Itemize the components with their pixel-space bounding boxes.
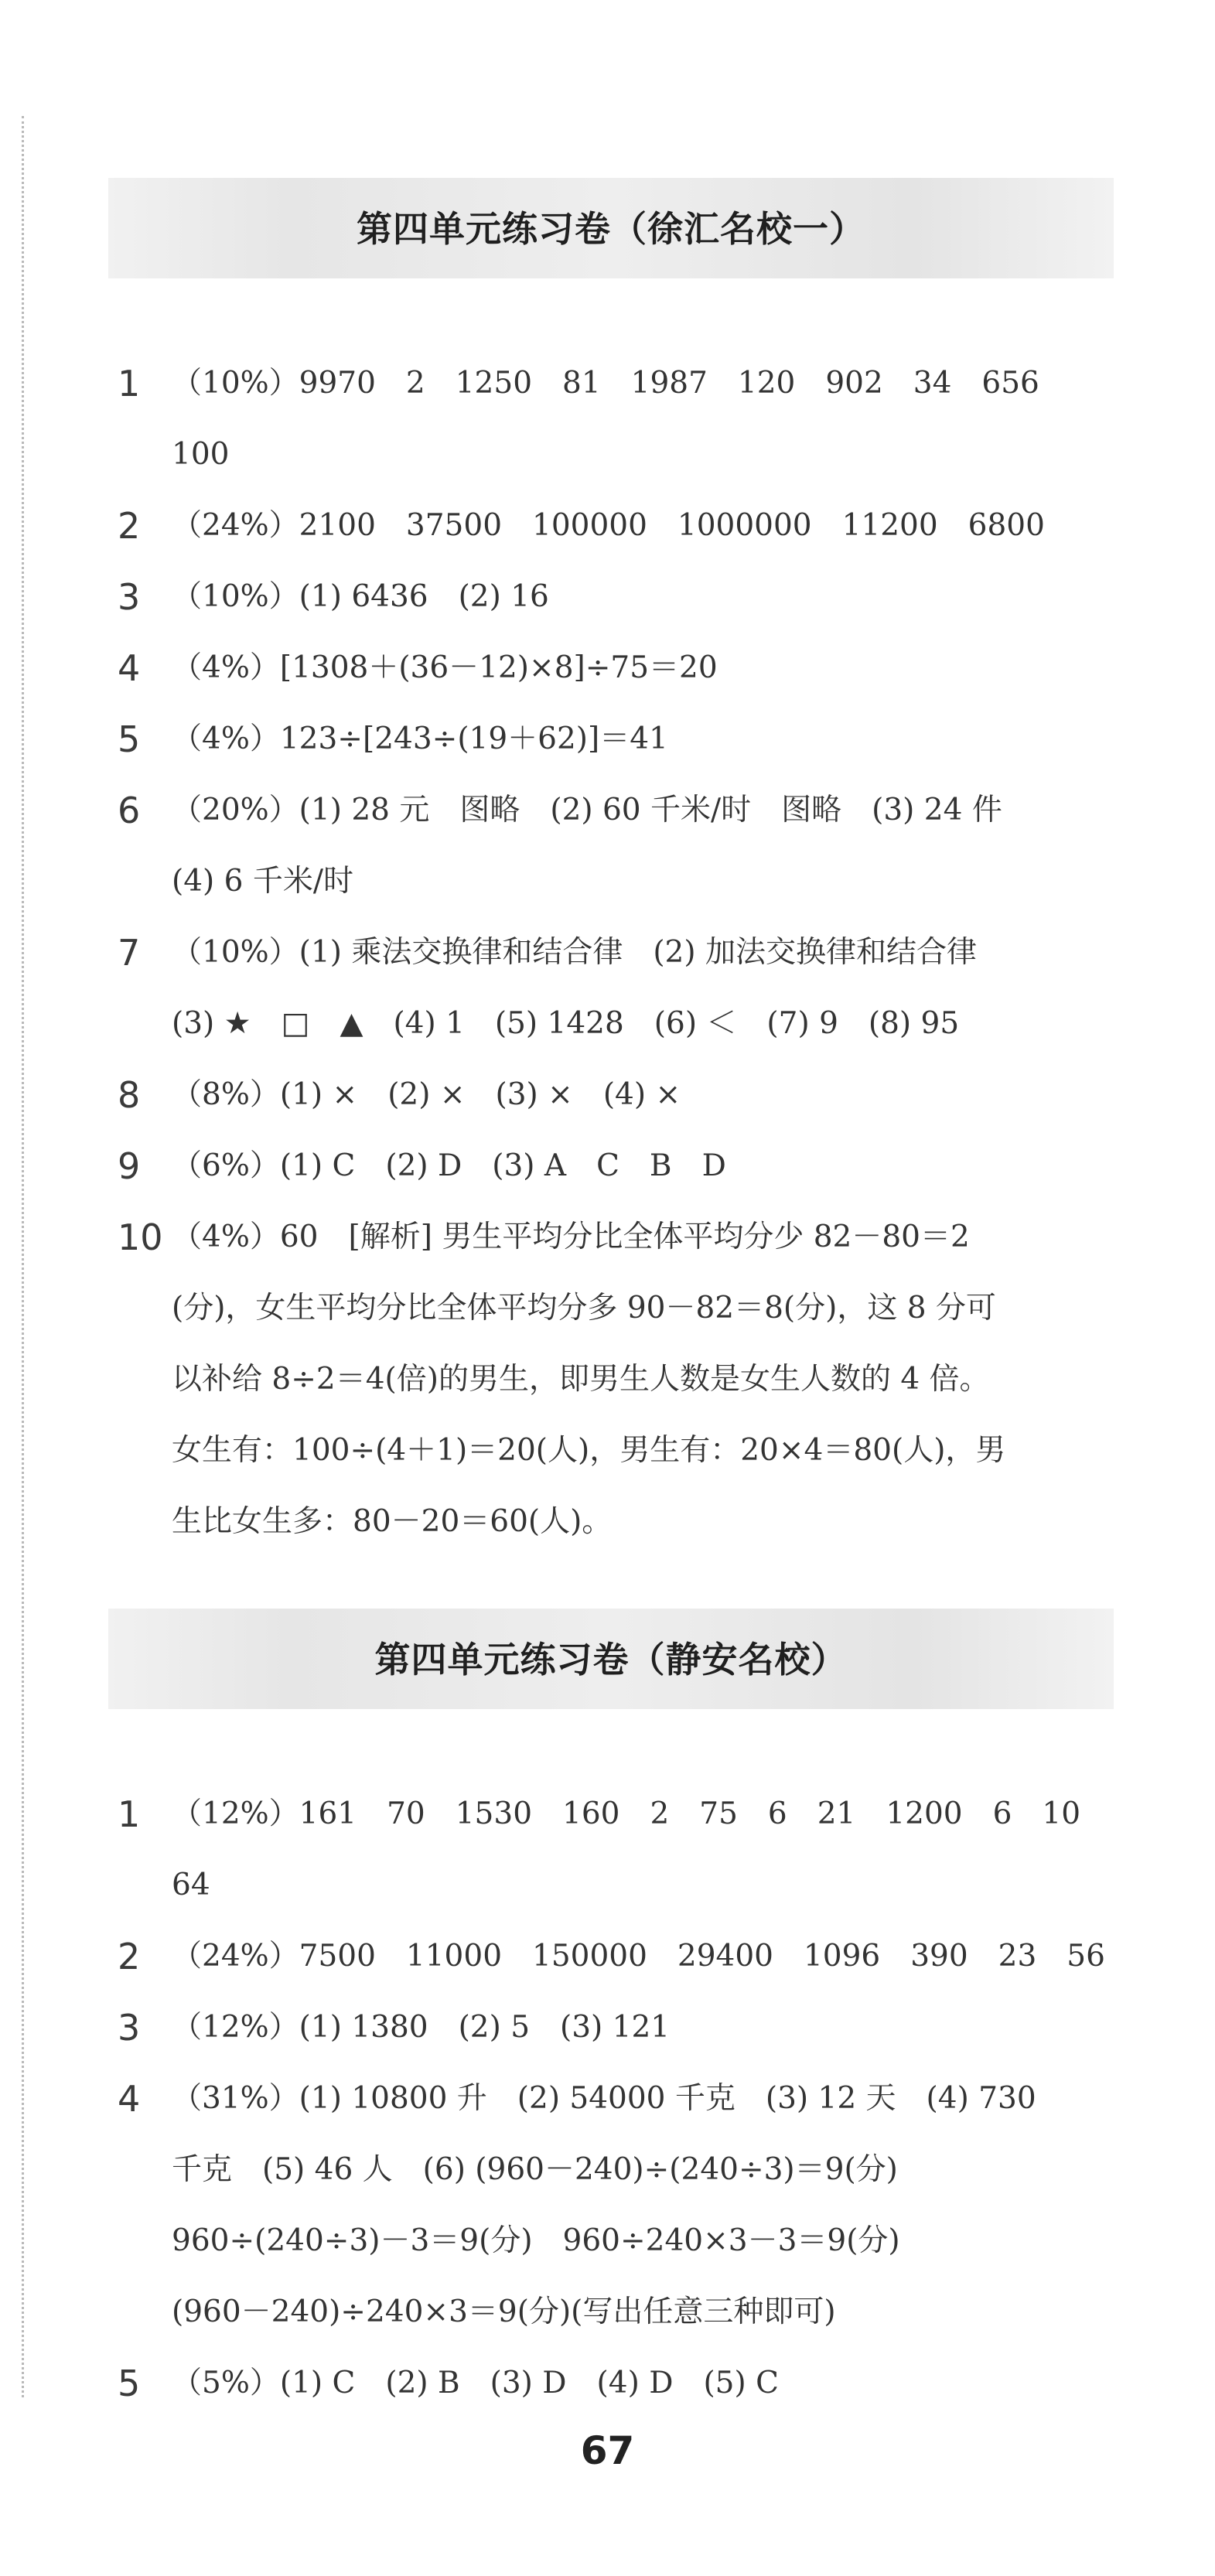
answer-line: （8%）(1) × (2) × (3) × (4) × bbox=[172, 1077, 681, 1112]
answer-line: (960－240)÷240×3＝9(分)(写出任意三种即可) bbox=[172, 2295, 836, 2329]
answer-item bbox=[108, 348, 1114, 490]
section-header bbox=[108, 178, 1114, 278]
answer-line: (分)，女生平均分比全体平均分多 90－82＝8(分)，这 8 分可 bbox=[172, 1291, 996, 1326]
answer-line: 100 bbox=[172, 437, 230, 472]
answer-item bbox=[108, 775, 1114, 917]
answer-line: （10%）9970 2 1250 81 1987 120 902 34 656 bbox=[172, 366, 1039, 401]
question-number: 7 bbox=[118, 932, 141, 974]
answer-line: （20%）(1) 28 元 图略 (2) 60 千米/时 图略 (3) 24 件 bbox=[172, 793, 1002, 827]
question-number: 6 bbox=[118, 790, 141, 831]
answer-item bbox=[108, 1921, 1114, 1992]
answer-line: （31%）(1) 10800 升 (2) 54000 千克 (3) 12 天 (4) 730 bbox=[172, 2081, 1036, 2116]
question-number: 9 bbox=[118, 1145, 141, 1187]
answer-line: （12%）(1) 1380 (2) 5 (3) 121 bbox=[172, 2010, 671, 2045]
page-number: 67 bbox=[580, 2428, 635, 2473]
question-number: 4 bbox=[118, 2078, 141, 2120]
section-jingan bbox=[108, 1609, 1114, 2419]
answer-line: （10%）(1) 6436 (2) 16 bbox=[172, 579, 549, 614]
question-number: 8 bbox=[118, 1074, 141, 1116]
answer-item bbox=[108, 1059, 1114, 1131]
answer-line: (3) ★ □ ▲ (4) 1 (5) 1428 (6) ＜ (7) 9 (8) 95 bbox=[172, 1006, 960, 1041]
answer-list bbox=[108, 1779, 1114, 2419]
section-xuhui bbox=[108, 178, 1114, 1558]
answer-line: （10%）(1) 乘法交换律和结合律 (2) 加法交换律和结合律 bbox=[172, 935, 977, 970]
answer-line: （4%）123÷[243÷(19＋62)]＝41 bbox=[172, 722, 668, 756]
answer-item bbox=[108, 633, 1114, 704]
question-number: 3 bbox=[118, 2007, 141, 2049]
answer-item bbox=[108, 1131, 1114, 1202]
section-title: 第四单元练习卷（徐汇名校一） bbox=[357, 208, 865, 250]
question-number: 5 bbox=[118, 718, 141, 760]
answer-item bbox=[108, 1779, 1114, 1921]
answer-line: （12%）161 70 1530 160 2 75 6 21 1200 6 10 bbox=[172, 1796, 1081, 1831]
answer-line: 生比女生多：80－20＝60(人)。 bbox=[172, 1504, 613, 1539]
question-number: 3 bbox=[118, 576, 141, 618]
question-number: 2 bbox=[118, 1936, 141, 1977]
answer-line: 960÷(240÷3)－3＝9(分) 960÷240×3－3＝9(分) bbox=[172, 2223, 900, 2258]
answer-line: 以补给 8÷2＝4(倍)的男生，即男生人数是女生人数的 4 倍。 bbox=[172, 1362, 990, 1397]
answer-item bbox=[108, 1202, 1114, 1558]
answer-list bbox=[108, 348, 1114, 1558]
answer-line: （5%）(1) C (2) B (3) D (4) D (5) C bbox=[172, 2366, 779, 2400]
answer-line: (4) 6 千米/时 bbox=[172, 864, 353, 899]
answer-item bbox=[108, 2348, 1114, 2419]
answer-item bbox=[108, 2063, 1114, 2348]
answer-line: （24%）2100 37500 100000 1000000 11200 6800 bbox=[172, 508, 1045, 543]
question-number: 1 bbox=[118, 1793, 141, 1835]
section-title: 第四单元练习卷（静安名校） bbox=[374, 1639, 848, 1680]
answer-item bbox=[108, 561, 1114, 633]
answer-item bbox=[108, 490, 1114, 561]
answer-item bbox=[108, 917, 1114, 1059]
answer-item bbox=[108, 704, 1114, 775]
answer-line: 64 bbox=[172, 1868, 210, 1902]
question-number: 1 bbox=[118, 363, 141, 404]
margin-dotted-line bbox=[22, 116, 24, 2397]
answer-line: （6%）(1) C (2) D (3) A C B D bbox=[172, 1148, 726, 1183]
question-number: 2 bbox=[118, 505, 141, 547]
answer-line: （4%）60 [解析] 男生平均分比全体平均分少 82－80＝2 bbox=[172, 1220, 970, 1254]
answer-line: 千克 (5) 46 人 (6) (960－240)÷(240÷3)＝9(分) bbox=[172, 2152, 898, 2187]
question-number: 10 bbox=[118, 1216, 163, 1258]
question-number: 4 bbox=[118, 647, 141, 689]
answer-item bbox=[108, 1992, 1114, 2063]
question-number: 5 bbox=[118, 2363, 141, 2404]
answer-line: （24%）7500 11000 150000 29400 1096 390 23 56 bbox=[172, 1939, 1105, 1974]
section-header bbox=[108, 1609, 1114, 1709]
answer-line: 女生有：100÷(4＋1)＝20(人)，男生有：20×4＝80(人)，男 bbox=[172, 1433, 1006, 1468]
answer-line: （4%）[1308＋(36－12)×8]÷75＝20 bbox=[172, 650, 718, 685]
